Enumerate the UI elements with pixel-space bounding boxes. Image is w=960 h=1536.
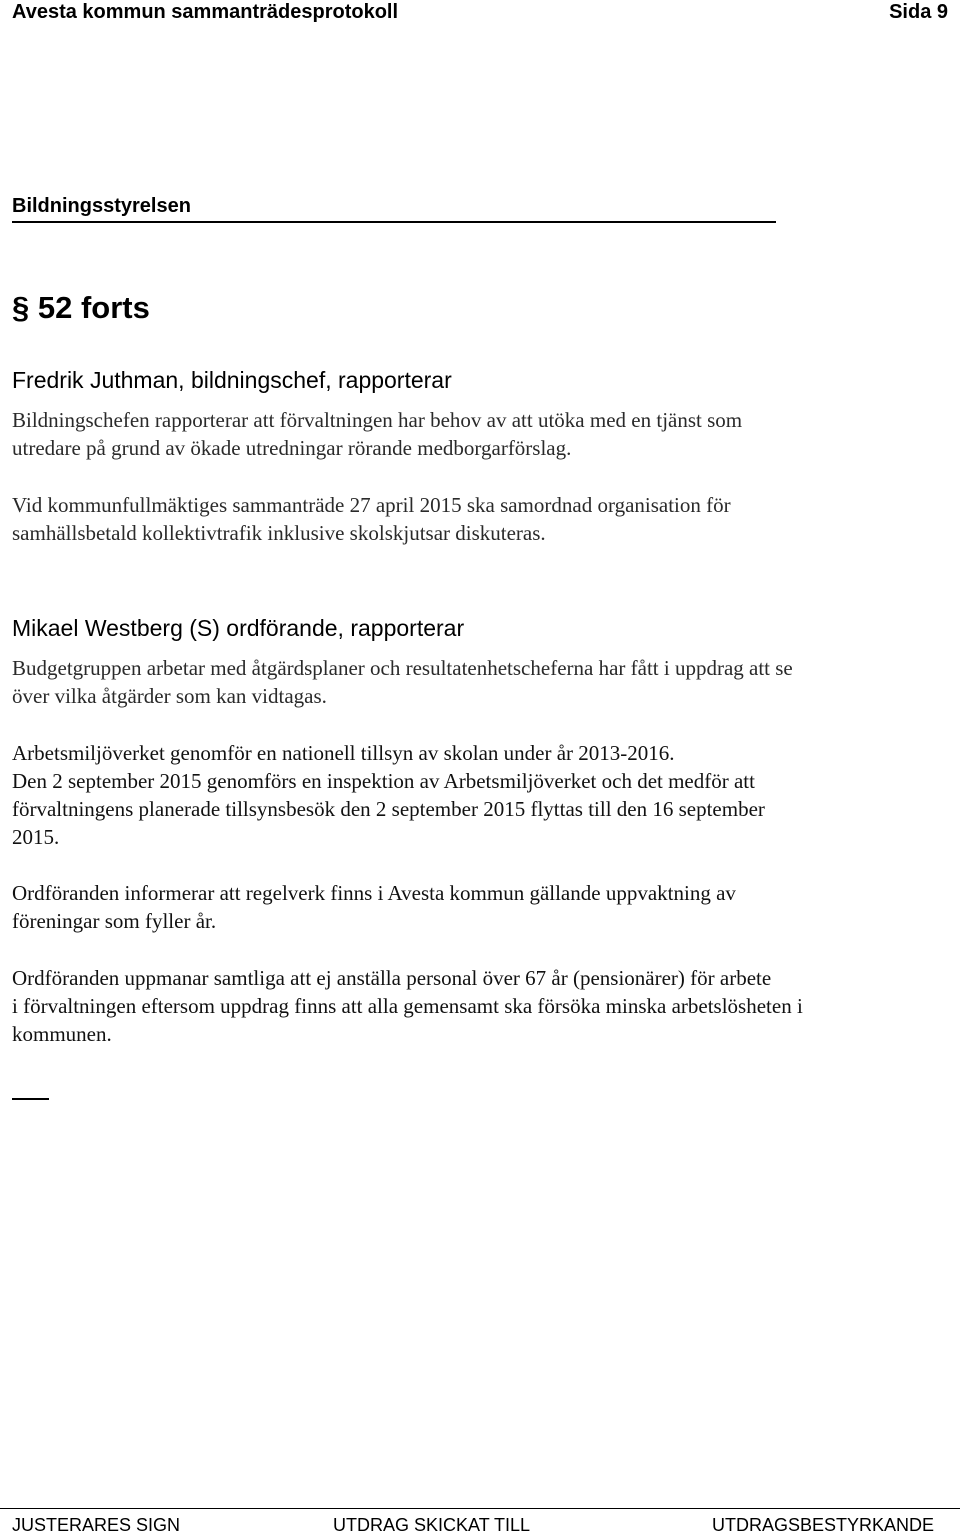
paragraph-line: Budgetgruppen arbetar med åtgärdsplaner och resultatenhetscheferna har fått i uppdrag att se [12, 656, 793, 680]
paragraph [12, 879, 736, 935]
paragraph-line: samhällsbetald kollektivtrafik inklusive skolskjutsar diskuteras. [12, 521, 546, 545]
page-number: Sida 9 [889, 1, 948, 23]
paragraph-line: över vilka åtgärder som kan vidtagas. [12, 684, 327, 708]
paragraph [12, 654, 793, 710]
paragraph-line: kommunen. [12, 1022, 112, 1046]
paragraph-line: Bildningschefen rapporterar att förvaltningen har behov av att utöka med en tjänst som [12, 408, 743, 432]
speaker-heading: Mikael Westberg (S) ordförande, rapporterar [12, 615, 465, 641]
footer-utdragsbestyrkande: UTDRAGSBESTYRKANDE [711, 1515, 934, 1535]
paragraph [12, 406, 742, 462]
section-end-rule [12, 1098, 49, 1100]
paragraph-line: Arbetsmiljöverket genomför en nationell tillsyn av skolan under år 2013-2016. [12, 741, 675, 765]
footer-utdrag-skickat-till: UTDRAG SKICKAT TILL [333, 1515, 531, 1535]
paragraph-line: Vid kommunfullmäktiges sammanträde 27 april 2015 ska samordnad organisation för [12, 493, 731, 517]
organization-name: Bildningsstyrelsen [12, 195, 191, 217]
section-title: § 52 forts [12, 290, 150, 325]
paragraph-line: utredare på grund av ökade utredningar rörande medborgarförslag. [12, 436, 572, 460]
paragraph [12, 491, 731, 547]
paragraph-line: förvaltningens planerade tillsynsbesök den 2 september 2015 flyttas till den 16 september [12, 797, 765, 821]
paragraph-line: Ordföranden uppmanar samtliga att ej anställa personal över 67 år (pensionärer) för arbete [12, 966, 772, 990]
paragraph-line: i förvaltningen eftersom uppdrag finns att alla gemensamt ska försöka minska arbetslösheten i [12, 994, 803, 1018]
speaker-heading: Fredrik Juthman, bildningschef, rapporterar [12, 367, 452, 393]
paragraph [12, 739, 765, 851]
paragraph-line: Ordföranden informerar att regelverk finns i Avesta kommun gällande uppvaktning av [12, 881, 736, 905]
organization-underline [12, 221, 776, 223]
paragraph-line: föreningar som fyller år. [12, 909, 217, 933]
document-header-title: Avesta kommun sammanträdesprotokoll [12, 1, 399, 23]
paragraph [12, 964, 803, 1048]
footer-justerares-sign: JUSTERARES SIGN [12, 1515, 181, 1535]
paragraph-line: 2015. [12, 825, 60, 849]
paragraph-line: Den 2 september 2015 genomförs en inspektion av Arbetsmiljöverket och det medför att [12, 769, 755, 793]
footer-rule [0, 1508, 960, 1509]
